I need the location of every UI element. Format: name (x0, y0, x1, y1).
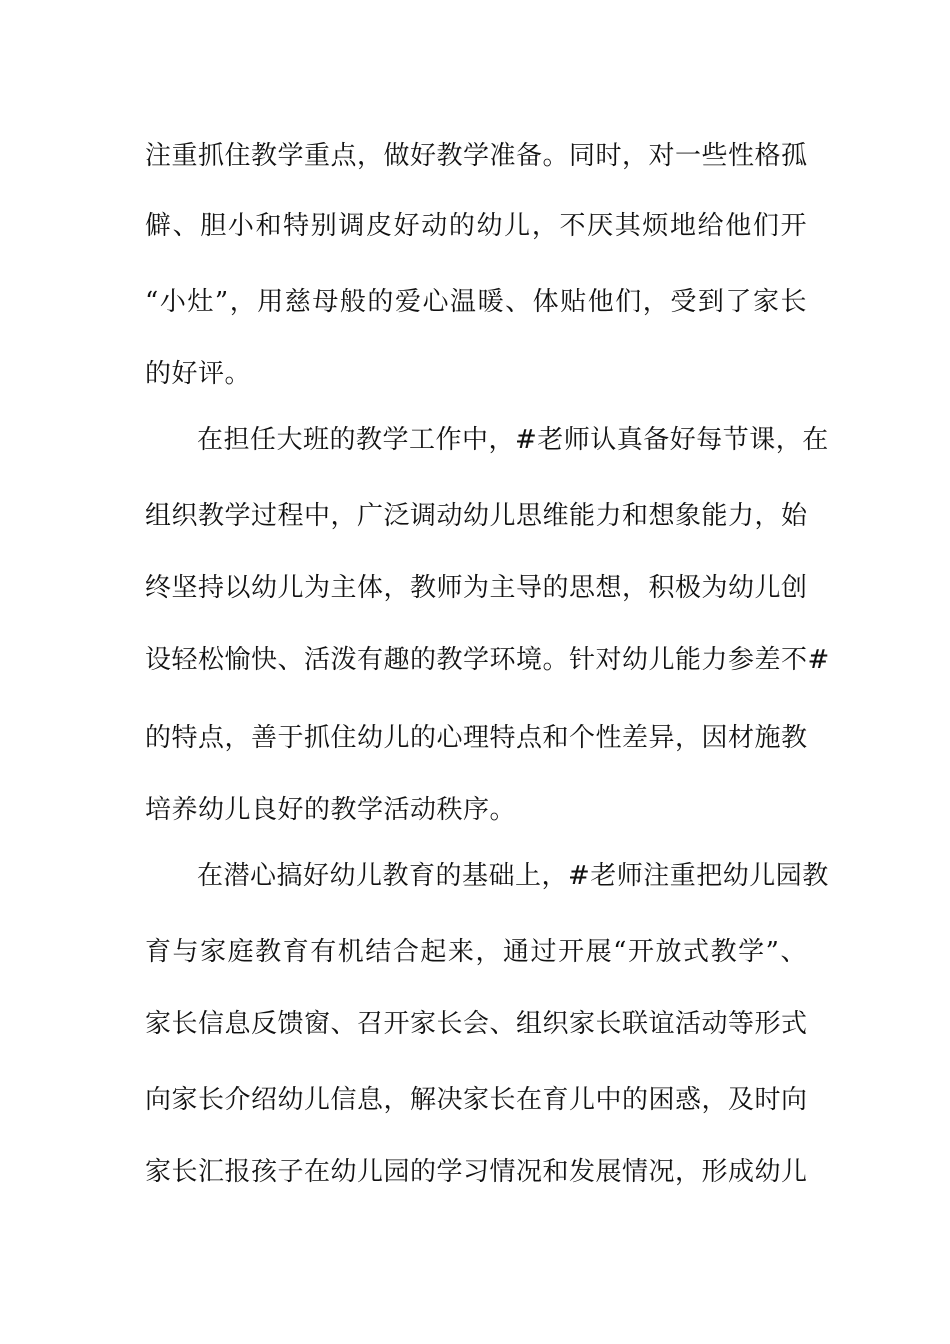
text-line: 向家长介绍幼儿信息，解决家长在育儿中的困惑，及时向 (145, 1085, 808, 1115)
text-line: 育与家庭教育有机结合起来，通过开展“开放式教学”、 (145, 937, 807, 967)
text-line: 组织教学过程中，广泛调动幼儿思维能力和想象能力，始 (145, 501, 808, 531)
text-line: 家长信息反馈窗、召开家长会、组织家长联谊活动等形式 (145, 1009, 808, 1039)
text-line: 僻、胆小和特别调皮好动的幼儿，不厌其烦地给他们开 (145, 211, 807, 241)
text-line: 终坚持以幼儿为主体，教师为主导的思想，积极为幼儿创 (145, 573, 808, 603)
text-line: 的好评。 (145, 359, 252, 389)
text-line: 设轻松愉快、活泼有趣的教学环境。针对幼儿能力参差不# (145, 645, 830, 675)
text-line: 的特点，善于抓住幼儿的心理特点和个性差异，因材施教 (145, 723, 808, 753)
paragraph-first-line: 在潜心搞好幼儿教育的基础上，#老师注重把幼儿园教 (197, 861, 829, 891)
paragraph-first-line: 在担任大班的教学工作中，#老师认真备好每节课，在 (197, 425, 829, 455)
text-line: “小灶”，用慈母般的爱心温暖、体贴他们，受到了家长 (145, 287, 807, 317)
text-line: 注重抓住教学重点，做好教学准备。同时，对一些性格孤 (145, 141, 808, 171)
text-line: 培养幼儿良好的教学活动秩序。 (145, 795, 517, 825)
text-line: 家长汇报孩子在幼儿园的学习情况和发展情况，形成幼儿 (145, 1157, 808, 1187)
